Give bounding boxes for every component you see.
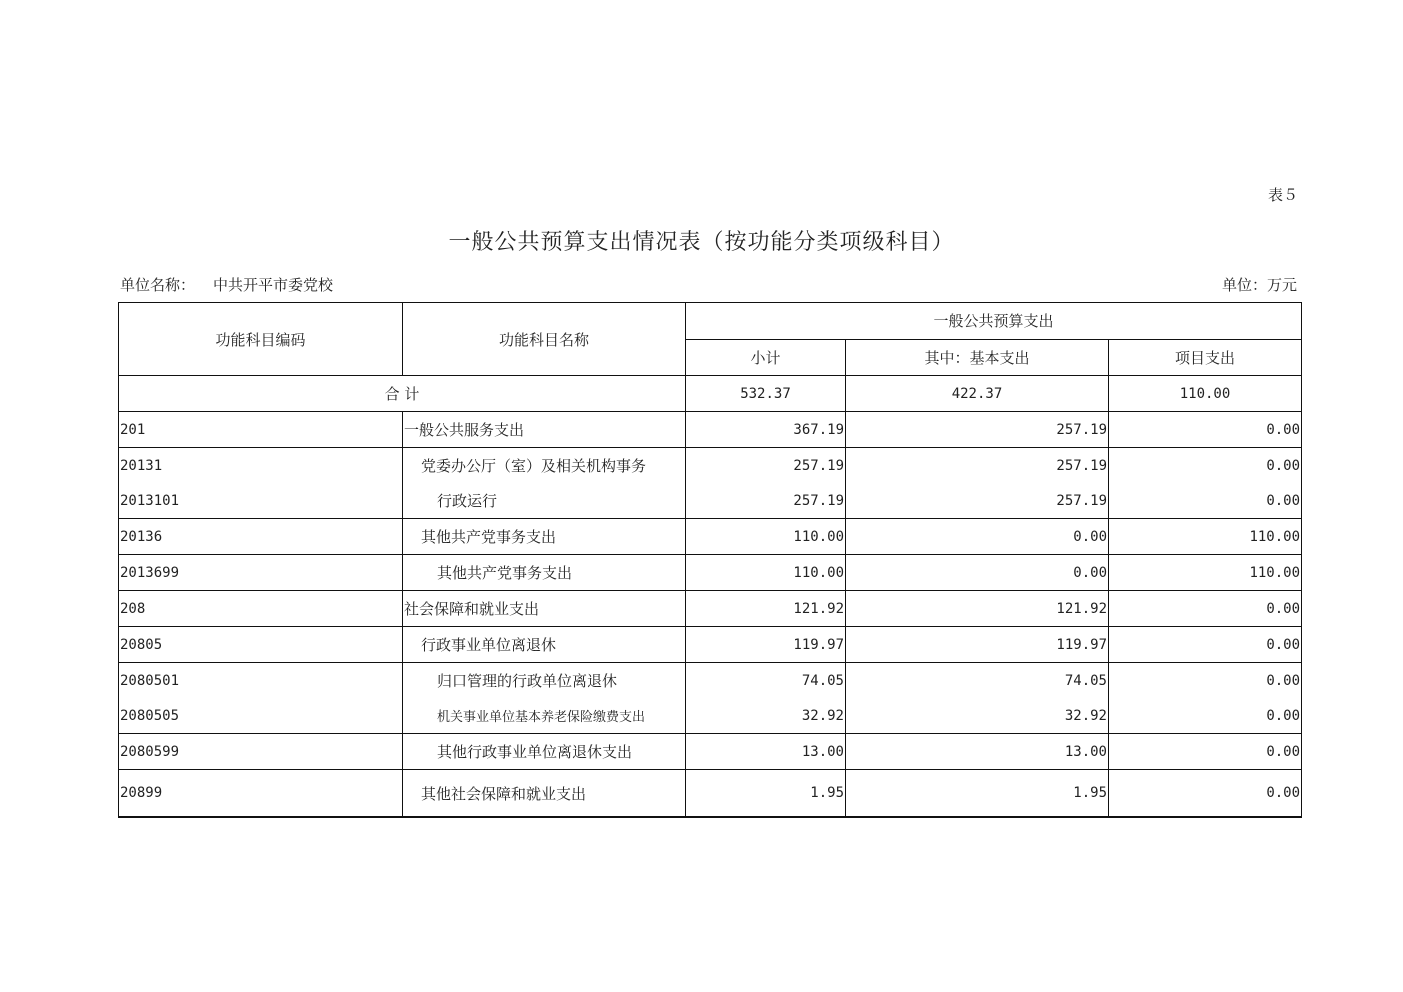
row-subtotal: 119.97 bbox=[686, 627, 846, 663]
row-basic: 13.00 bbox=[846, 734, 1109, 770]
row-basic: 257.19 bbox=[846, 483, 1109, 519]
row-name: 其他共产党事务支出 bbox=[403, 519, 686, 555]
total-subtotal: 532.37 bbox=[686, 376, 846, 412]
row-project: 0.00 bbox=[1109, 483, 1302, 519]
row-code: 2013699 bbox=[119, 555, 403, 591]
row-project: 0.00 bbox=[1109, 627, 1302, 663]
row-basic: 1.95 bbox=[846, 770, 1109, 818]
row-basic: 0.00 bbox=[846, 555, 1109, 591]
col-header-subtotal: 小计 bbox=[686, 339, 846, 376]
row-name: 社会保障和就业支出 bbox=[403, 591, 686, 627]
row-code: 20136 bbox=[119, 519, 403, 555]
row-project: 0.00 bbox=[1109, 591, 1302, 627]
row-subtotal: 74.05 bbox=[686, 663, 846, 699]
table-row bbox=[119, 519, 1302, 555]
table-row bbox=[119, 770, 1302, 818]
col-header-basic: 其中：基本支出 bbox=[846, 339, 1109, 376]
row-code: 2013101 bbox=[119, 483, 403, 519]
row-subtotal: 110.00 bbox=[686, 555, 846, 591]
row-subtotal: 1.95 bbox=[686, 770, 846, 818]
page-title: 一般公共预算支出情况表（按功能分类项级科目） bbox=[448, 230, 955, 255]
row-code: 208 bbox=[119, 591, 403, 627]
total-label: 合 计 bbox=[119, 376, 686, 412]
row-project: 0.00 bbox=[1109, 770, 1302, 818]
money-unit: 单位：万元 bbox=[1221, 276, 1297, 294]
col-header-group: 一般公共预算支出 bbox=[686, 303, 1302, 340]
row-project: 110.00 bbox=[1109, 519, 1302, 555]
row-project: 0.00 bbox=[1109, 412, 1302, 448]
row-name: 党委办公厅（室）及相关机构事务 bbox=[403, 448, 686, 484]
row-project: 0.00 bbox=[1109, 698, 1302, 734]
table-row bbox=[119, 663, 1302, 699]
row-subtotal: 257.19 bbox=[686, 483, 846, 519]
total-row bbox=[119, 376, 1302, 412]
table-row bbox=[119, 555, 1302, 591]
budget-table bbox=[118, 302, 1302, 818]
table-row bbox=[119, 483, 1302, 519]
table-row bbox=[119, 734, 1302, 770]
table-number: 表５ bbox=[1267, 186, 1298, 204]
row-subtotal: 110.00 bbox=[686, 519, 846, 555]
col-header-name: 功能科目名称 bbox=[403, 303, 686, 376]
row-project: 110.00 bbox=[1109, 555, 1302, 591]
row-subtotal: 32.92 bbox=[686, 698, 846, 734]
row-name: 机关事业单位基本养老保险缴费支出 bbox=[403, 698, 686, 734]
row-basic: 0.00 bbox=[846, 519, 1109, 555]
row-subtotal: 367.19 bbox=[686, 412, 846, 448]
row-project: 0.00 bbox=[1109, 448, 1302, 484]
total-basic: 422.37 bbox=[846, 376, 1109, 412]
col-header-code: 功能科目编码 bbox=[119, 303, 403, 376]
row-basic: 74.05 bbox=[846, 663, 1109, 699]
row-name: 其他行政事业单位离退休支出 bbox=[403, 734, 686, 770]
unit-name bbox=[120, 274, 333, 295]
row-basic: 257.19 bbox=[846, 412, 1109, 448]
row-subtotal: 257.19 bbox=[686, 448, 846, 484]
row-basic: 32.92 bbox=[846, 698, 1109, 734]
table-row bbox=[119, 627, 1302, 663]
col-header-project: 项目支出 bbox=[1109, 339, 1302, 376]
row-code: 20899 bbox=[119, 770, 403, 818]
row-name: 归口管理的行政单位离退休 bbox=[403, 663, 686, 699]
row-project: 0.00 bbox=[1109, 734, 1302, 770]
row-name: 其他共产党事务支出 bbox=[403, 555, 686, 591]
row-code: 20805 bbox=[119, 627, 403, 663]
row-name: 行政事业单位离退休 bbox=[403, 627, 686, 663]
table-row bbox=[119, 412, 1302, 448]
row-name: 一般公共服务支出 bbox=[403, 412, 686, 448]
table-row bbox=[119, 591, 1302, 627]
row-name: 行政运行 bbox=[403, 483, 686, 519]
unit-name-value: 中共开平市委党校 bbox=[213, 276, 334, 294]
row-basic: 257.19 bbox=[846, 448, 1109, 484]
header-row-1 bbox=[119, 303, 1302, 340]
table-row bbox=[119, 698, 1302, 734]
row-basic: 119.97 bbox=[846, 627, 1109, 663]
row-code: 2080505 bbox=[119, 698, 403, 734]
row-subtotal: 13.00 bbox=[686, 734, 846, 770]
row-code: 201 bbox=[119, 412, 403, 448]
total-project: 110.00 bbox=[1109, 376, 1302, 412]
row-code: 20131 bbox=[119, 448, 403, 484]
unit-name-label: 单位名称： bbox=[120, 276, 196, 294]
row-name: 其他社会保障和就业支出 bbox=[403, 770, 686, 818]
row-code: 2080599 bbox=[119, 734, 403, 770]
row-project: 0.00 bbox=[1109, 663, 1302, 699]
row-basic: 121.92 bbox=[846, 591, 1109, 627]
row-code: 2080501 bbox=[119, 663, 403, 699]
table-row bbox=[119, 448, 1302, 484]
row-subtotal: 121.92 bbox=[686, 591, 846, 627]
